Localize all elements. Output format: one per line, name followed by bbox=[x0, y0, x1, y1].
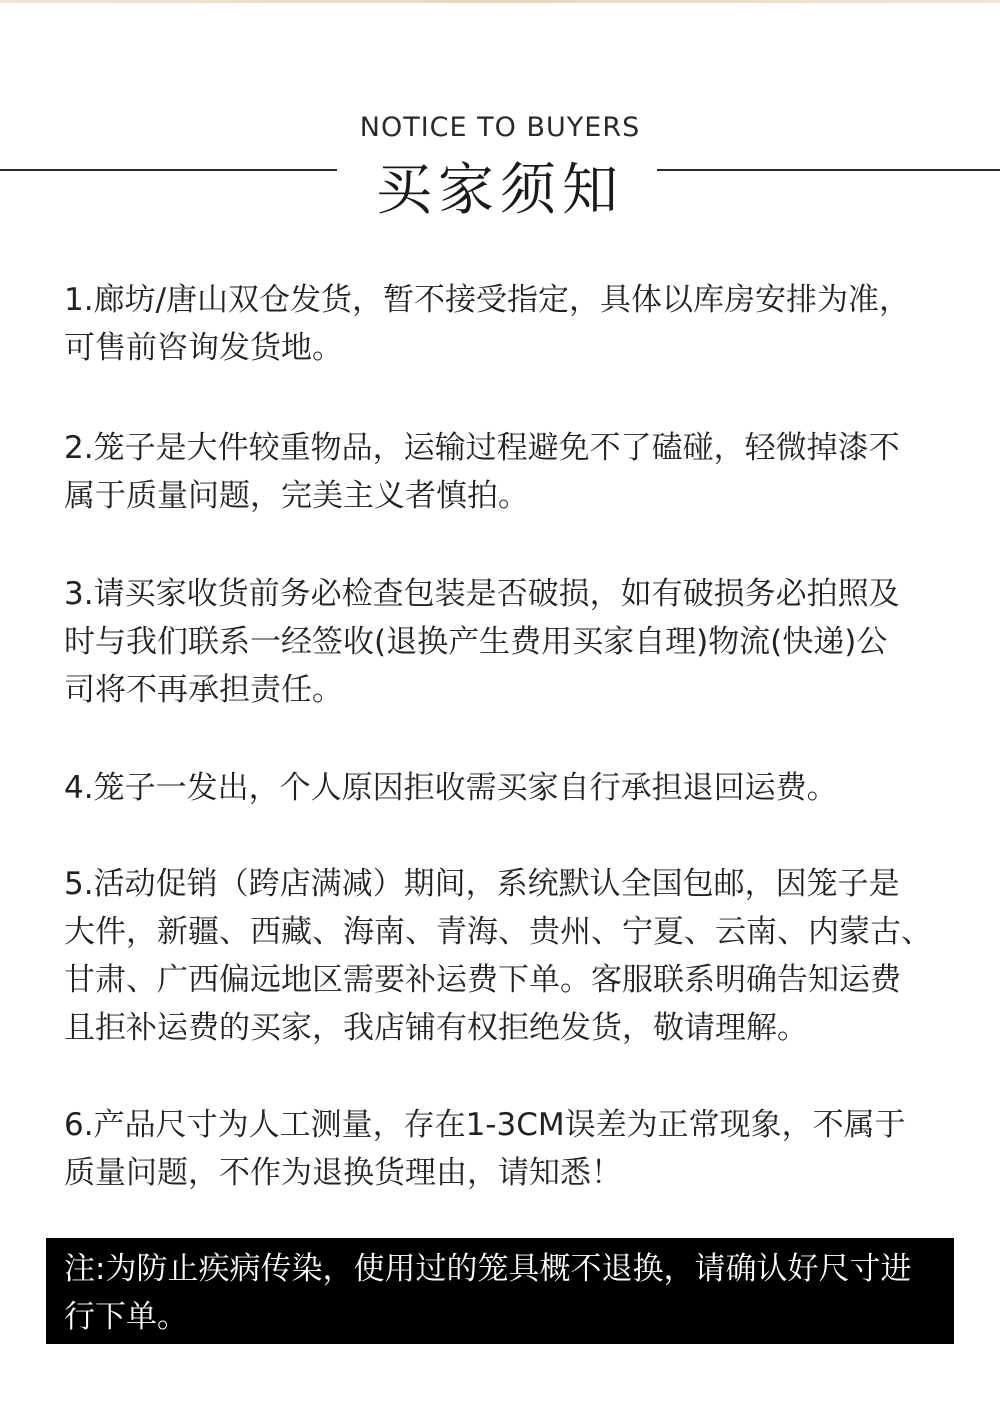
title-chinese: 买家须知 bbox=[376, 158, 624, 223]
notice-item-5: 5.活动促销（跨店满减）期间，系统默认全国包邮，因笼子是 大件，新疆、西藏、海南、青海、贵州、宁夏、云南、内蒙古、 甘肃、广西偏远地区需要补运费下单。客服联系明确告知运费 且拒补运费的买家，我店铺有权拒绝发货，敬请理解。 bbox=[64, 866, 932, 1046]
notice-item-6: 6.产品尺寸为人工测量，存在1-3CM误差为正常现象，不属于 质量问题，不作为退换货理由，请知悉！ bbox=[64, 1107, 906, 1191]
top-border bbox=[0, 0, 1000, 3]
notice-item-2: 2.笼子是大件较重物品，运输过程避免不了磕碰，轻微掉漆不 属于质量问题，完美主义者慎拍。 bbox=[64, 430, 900, 514]
notice-item-1: 1.廊坊/唐山双仓发货，暂不接受指定，具体以库房安排为准， 可售前咨询发货地。 bbox=[64, 282, 911, 366]
warning-box bbox=[46, 1238, 954, 1344]
title-english: NOTICE TO BUYERS bbox=[359, 112, 641, 143]
notice-item-3: 3.请买家收货前务必检查包装是否破损，如有破损务必拍照及 时与我们联系一经签收(退换产生费用买家自理)物流(快递)公 司将不再承担责任。 bbox=[64, 576, 900, 708]
notice-item-4: 4.笼子一发出，个人原因拒收需买家自行承担退回运费。 bbox=[64, 770, 838, 806]
warning-text: 注:为防止疾病传染，使用过的笼具概不退换，请确认好尺寸进 行下单。 bbox=[64, 1251, 912, 1335]
